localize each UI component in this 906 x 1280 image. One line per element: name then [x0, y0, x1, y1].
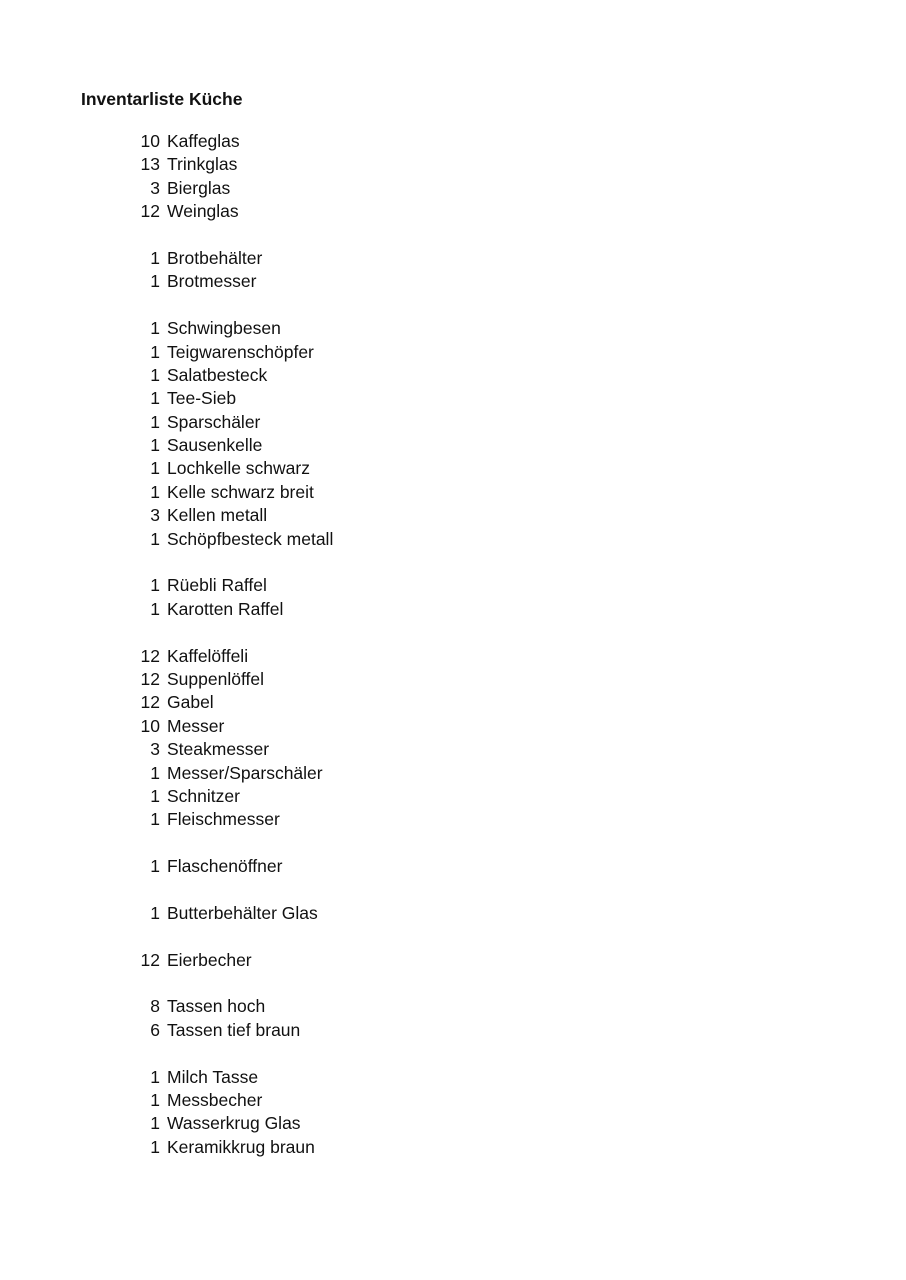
item-quantity: 1	[150, 388, 160, 409]
item-name: Sausenkelle	[167, 435, 263, 456]
item-quantity: 1	[150, 411, 160, 432]
item-quantity: 1	[150, 598, 160, 619]
item-quantity: 1	[150, 575, 160, 596]
item-name: Suppenlöffel	[167, 668, 264, 689]
list-item	[120, 317, 520, 340]
item-name: Trinkglas	[167, 154, 238, 175]
list-item	[120, 434, 520, 457]
item-quantity: 12	[140, 668, 160, 689]
item-name: Brotbehälter	[167, 247, 263, 268]
list-item	[120, 995, 520, 1018]
item-quantity: 3	[150, 177, 160, 198]
inventory-group	[120, 247, 520, 294]
list-item	[120, 645, 520, 668]
item-name: Kaffeglas	[167, 131, 240, 151]
list-item	[120, 691, 520, 714]
item-quantity: 1	[150, 1136, 160, 1157]
item-quantity: 1	[150, 809, 160, 830]
inventory-group	[120, 902, 520, 925]
item-name: Kellen metall	[167, 505, 268, 526]
list-item	[120, 808, 520, 831]
item-name: Steakmesser	[167, 739, 270, 760]
list-item	[120, 364, 520, 387]
item-name: Tassen hoch	[167, 996, 266, 1017]
inventory-list	[120, 130, 520, 1183]
item-name: Messer	[167, 715, 225, 736]
list-item	[120, 598, 520, 621]
list-item	[120, 1019, 520, 1042]
item-name: Kelle schwarz breit	[167, 481, 314, 502]
item-name: Kaffelöffeli	[167, 645, 249, 666]
item-quantity: 1	[150, 364, 160, 385]
list-item	[120, 762, 520, 785]
item-name: Lochkelle schwarz	[167, 458, 310, 479]
item-name: Weinglas	[167, 201, 239, 222]
item-quantity: 1	[150, 341, 160, 362]
list-item	[120, 411, 520, 434]
item-quantity: 1	[150, 435, 160, 456]
item-quantity: 12	[140, 949, 160, 970]
item-name: Bierglas	[167, 177, 231, 198]
item-quantity: 10	[140, 715, 160, 736]
list-item	[120, 177, 520, 200]
item-name: Messbecher	[167, 1090, 263, 1111]
inventory-group	[120, 949, 520, 972]
list-item	[120, 457, 520, 480]
item-name: Karotten Raffel	[167, 598, 284, 619]
item-name: Flaschenöffner	[167, 856, 283, 877]
item-name: Fleischmesser	[167, 809, 280, 830]
item-name: Tassen tief braun	[167, 1019, 301, 1040]
item-quantity: 1	[150, 902, 160, 923]
inventory-group	[120, 855, 520, 878]
list-item	[120, 504, 520, 527]
list-item	[120, 668, 520, 691]
item-quantity: 1	[150, 271, 160, 292]
list-item	[120, 341, 520, 364]
list-item	[120, 902, 520, 925]
item-quantity: 1	[150, 247, 160, 268]
item-name: Teigwarenschöpfer	[167, 341, 314, 362]
list-item	[120, 200, 520, 223]
inventory-group	[120, 645, 520, 832]
item-name: Schwingbesen	[167, 318, 281, 339]
page-title: Inventarliste Küche	[81, 89, 243, 109]
inventory-group	[120, 130, 520, 224]
list-item	[120, 715, 520, 738]
item-quantity: 10	[140, 131, 160, 151]
item-quantity: 12	[140, 692, 160, 713]
item-name: Wasserkrug Glas	[167, 1113, 301, 1134]
item-name: Sparschäler	[167, 411, 261, 432]
item-quantity: 1	[150, 318, 160, 339]
item-name: Brotmesser	[167, 271, 257, 292]
list-item	[120, 1136, 520, 1159]
item-name: Salatbesteck	[167, 364, 268, 385]
item-quantity: 13	[140, 154, 160, 175]
item-name: Milch Tasse	[167, 1066, 259, 1087]
item-quantity: 12	[140, 201, 160, 222]
list-item	[120, 1112, 520, 1135]
inventory-group	[120, 1066, 520, 1160]
item-name: Messer/Sparschäler	[167, 762, 323, 783]
item-name: Gabel	[167, 692, 214, 713]
item-name: Schnitzer	[167, 785, 240, 806]
item-quantity: 6	[150, 1019, 160, 1040]
list-item	[120, 785, 520, 808]
item-quantity: 1	[150, 528, 160, 549]
item-name: Rüebli Raffel	[167, 575, 267, 596]
list-item	[120, 738, 520, 761]
item-quantity: 1	[150, 481, 160, 502]
list-item	[120, 270, 520, 293]
list-item	[120, 574, 520, 597]
item-quantity: 12	[140, 645, 160, 666]
list-item	[120, 130, 520, 153]
inventory-group	[120, 995, 520, 1042]
item-quantity: 1	[150, 762, 160, 783]
item-quantity: 3	[150, 739, 160, 760]
list-item	[120, 1089, 520, 1112]
list-item	[120, 247, 520, 270]
list-item	[120, 528, 520, 551]
inventory-group	[120, 317, 520, 551]
item-name: Tee-Sieb	[167, 388, 237, 409]
list-item	[120, 855, 520, 878]
item-quantity: 1	[150, 458, 160, 479]
list-item	[120, 481, 520, 504]
item-quantity: 1	[150, 785, 160, 806]
item-name: Butterbehälter Glas	[167, 902, 318, 923]
item-name: Keramikkrug braun	[167, 1136, 315, 1157]
item-quantity: 1	[150, 856, 160, 877]
list-item	[120, 153, 520, 176]
item-quantity: 3	[150, 505, 160, 526]
list-item	[120, 949, 520, 972]
list-item	[120, 1066, 520, 1089]
item-name: Eierbecher	[167, 949, 252, 970]
item-name: Schöpfbesteck metall	[167, 528, 334, 549]
item-quantity: 8	[150, 996, 160, 1017]
item-quantity: 1	[150, 1090, 160, 1111]
item-quantity: 1	[150, 1113, 160, 1134]
list-item	[120, 387, 520, 410]
item-quantity: 1	[150, 1066, 160, 1087]
inventory-group	[120, 574, 520, 621]
